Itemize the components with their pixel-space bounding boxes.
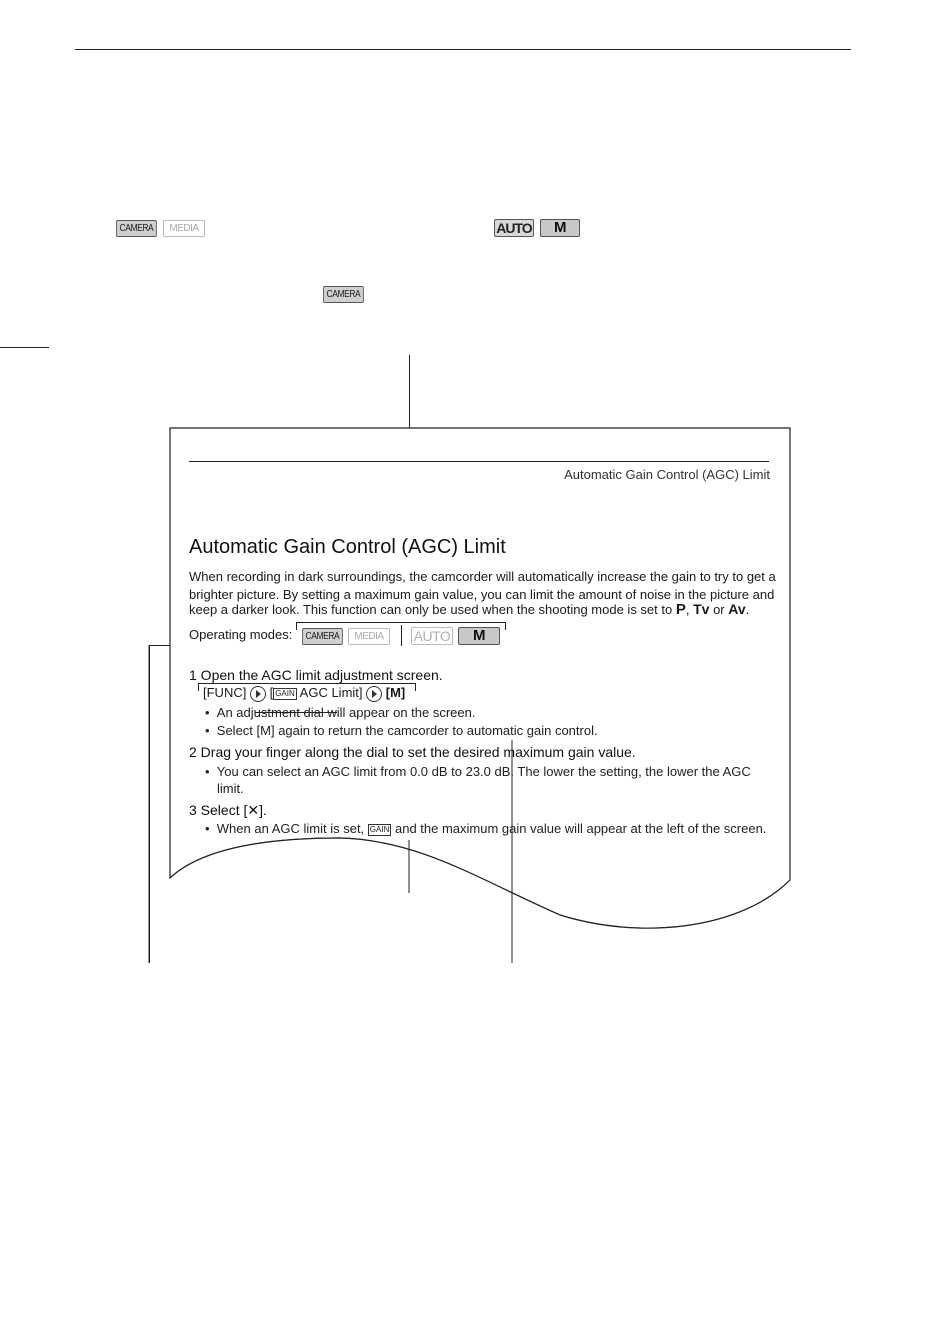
step-3-bullet-1: • When an AGC limit is set, GAIN and the maximum gain value will appear at the left of the screen. — [205, 821, 767, 836]
op-camera-icon: CAMERA — [302, 628, 343, 645]
intro-line-3-text: keep a darker look. This function can only be used when the shooting mode is set to — [189, 602, 676, 617]
gain-icon-2: GAIN — [369, 824, 390, 834]
or-text: or — [709, 602, 729, 617]
step-2-bullet-1-text: You can select an AGC limit from 0.0 dB to 23.0 dB. The lower the setting, the lower the AGC — [216, 764, 751, 779]
step-1-bullet-1: • An adjustment dial will appear on the screen. — [205, 705, 476, 720]
step-1-bullet-2: • Select [M] again to return the camcorder to automatic gain control. — [205, 723, 598, 738]
auto-mode-icon: AUTO — [494, 219, 534, 237]
camera-mode-icon: CAMERA — [116, 220, 157, 237]
step-2-bullet-1-cont: limit. — [217, 781, 244, 796]
mode-tv-label: Tv — [693, 601, 710, 617]
op-manual-icon: M — [458, 627, 500, 645]
period: . — [745, 602, 750, 617]
page-title: Automatic Gain Control (AGC) Limit — [189, 536, 506, 558]
mode-p-label: P — [675, 601, 686, 618]
media-mode-icon: MEDIA — [163, 220, 205, 237]
intro-line-2: brighter picture. By setting a maximum gain value, you can limit the amount of noise in the picture and — [189, 587, 775, 602]
intro-line-1: When recording in dark surroundings, the camcorder will automatically increase the gain to try to get a — [189, 569, 776, 584]
operating-modes-label: Operating modes: — [189, 627, 293, 642]
comma: , — [685, 602, 690, 617]
manual-mode-icon: M — [540, 219, 580, 237]
step-3-bullet-1-b: and the maximum gain value will appear at the left of the screen. — [394, 821, 767, 836]
camera-mode-icon-2: CAMERA — [323, 286, 364, 303]
step-3-heading: 3 Select [✕]. — [189, 802, 267, 818]
op-media-icon: MEDIA — [348, 628, 390, 645]
step-2-bullet-1: • You can select an AGC limit from 0.0 dB to 23.0 dB. The lower the setting, the lower the AGC — [205, 764, 751, 779]
step-1-path: [FUNC] [ GAIN AGC Limit] [M] — [203, 685, 406, 700]
step-1-bullet-1-text: An adjustment dial will appear on the screen. — [216, 705, 476, 720]
op-auto-icon: AUTO — [411, 627, 453, 645]
step-2-heading: 2 Drag your finger along the dial to set the desired maximum gain value. — [189, 744, 636, 760]
step-1-bullet-2-text: Select [M] again to return the camcorder to automatic gain control. — [216, 723, 598, 738]
m-label: [M] — [385, 685, 406, 700]
step-1-heading: 1 Open the AGC limit adjustment screen. — [189, 667, 443, 683]
gain-icon: GAIN — [275, 688, 295, 698]
func-label: [FUNC] — [203, 685, 247, 700]
agc-limit-label: AGC Limit] — [299, 685, 363, 700]
sample-header-text: Automatic Gain Control (AGC) Limit — [564, 467, 770, 482]
step-3-bullet-1-a: When an AGC limit is set, — [216, 821, 365, 836]
mode-av-label: Av — [728, 601, 746, 617]
